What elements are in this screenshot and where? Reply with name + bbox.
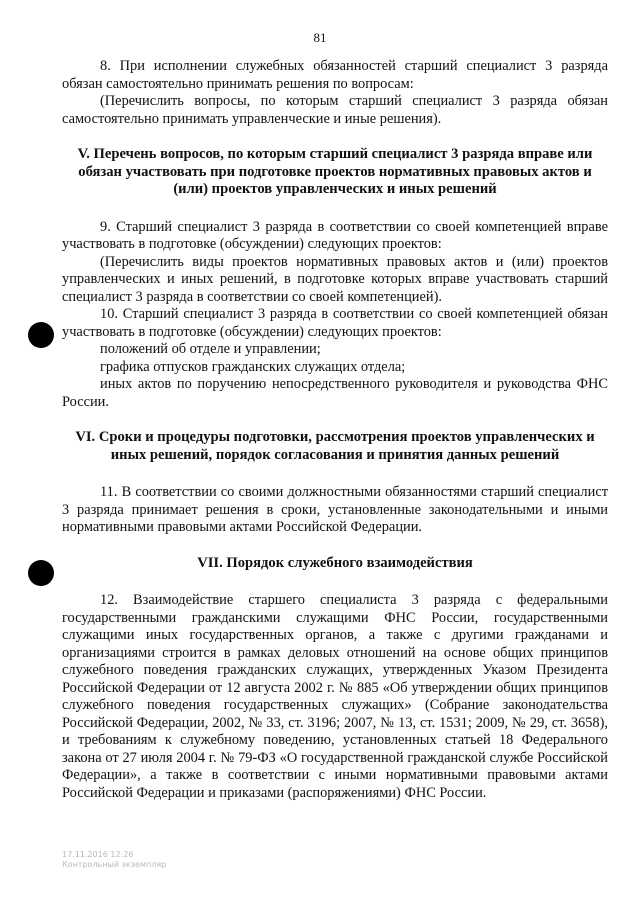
stamp-line-1: 17.11.2016 12:26 <box>62 850 134 859</box>
section-5-heading: V. Перечень вопросов, по которым старший специалист 3 разряда вправе или обязан участвовать при подготовке проектов нормативных правовых актов и (или) проектов управленческих и иных решений <box>77 146 593 197</box>
section-6-heading: VI. Сроки и процедуры подготовки, рассмотрения проектов управленческих и иных решений, порядок согласования и принятия данных решений <box>75 429 595 463</box>
paragraph-10-item-2: графика отпусков гражданских служащих отдела; <box>100 358 406 375</box>
page-number: 81 <box>313 30 327 45</box>
paragraph-11: 11. В соответствии со своими должностными обязанностями старший специалист 3 разряда принимает решения в сроки, установленные законодательными и иными нормативными правовыми актами Российской Федерации. <box>62 484 608 535</box>
section-7-heading: VII. Порядок служебного взаимодействия <box>197 554 473 571</box>
print-stamp <box>62 850 166 870</box>
paragraph-9-note: (Перечислить виды проектов нормативных правовых актов и (или) проектов управленческих и иных решений, в подготовке которых вправе участвовать старший специалист 3 разряда в соответствии со своей компетенцией). <box>62 253 608 305</box>
document-body <box>62 58 608 802</box>
paragraph-10: 10. Старший специалист 3 разряда в соответствии со своей компетенцией обязан участвовать в подготовке (обсуждении) следующих проектов: <box>62 306 608 340</box>
paragraph-9: 9. Старший специалист 3 разряда в соответствии со своей компетенцией вправе участвовать в подготовке (обсуждении) следующих проектов: <box>62 218 608 252</box>
paragraph-8: 8. При исполнении служебных обязанностей старший специалист 3 разряда обязан самостоятельно принимать решения по вопросам: <box>62 58 608 92</box>
paragraph-12: 12. Взаимодействие старшего специалиста 3 разряда с федеральными государственными гражданскими служащими ФНС России, государственными служащими иных государственных органов, а также с другими гражданами и организациями строится в рамках деловых отношений на основе общих принципов служебного поведения гражданских служащих, утвержденных Указом Президента Российской Федерации от 12 августа 2002 г. № 885 «Об утверждении общих принципов служебного поведения государственных служащих» (Собрание законодательства Российской Федерации, 2002, № 33, ст. 3196; 2007, № 13, ст. 1531; 2009, № 29, ст. 3658), и требованиям к служебному поведению, установленных статьей 18 Федерального закона от 27 июля 2004 г. № 79-ФЗ «О государственной гражданской службе Российской Федерации», а также в соответствии с иными нормативными правовыми актами Российской Федерации и приказами (распоряжениями) ФНС России. <box>62 592 608 801</box>
paragraph-10-item-3: иных актов по поручению непосредственного руководителя и руководства ФНС России. <box>62 376 608 410</box>
paragraph-10-item-1: положений об отделе и управлении; <box>100 341 321 357</box>
punch-hole-bottom <box>28 560 54 586</box>
punch-hole-top <box>28 322 54 348</box>
paragraph-8-note: (Перечислить вопросы, по которым старший специалист 3 разряда обязан самостоятельно принимать управленческие и иные решения). <box>62 93 608 127</box>
stamp-line-2: Контрольный экземпляр <box>62 860 167 869</box>
